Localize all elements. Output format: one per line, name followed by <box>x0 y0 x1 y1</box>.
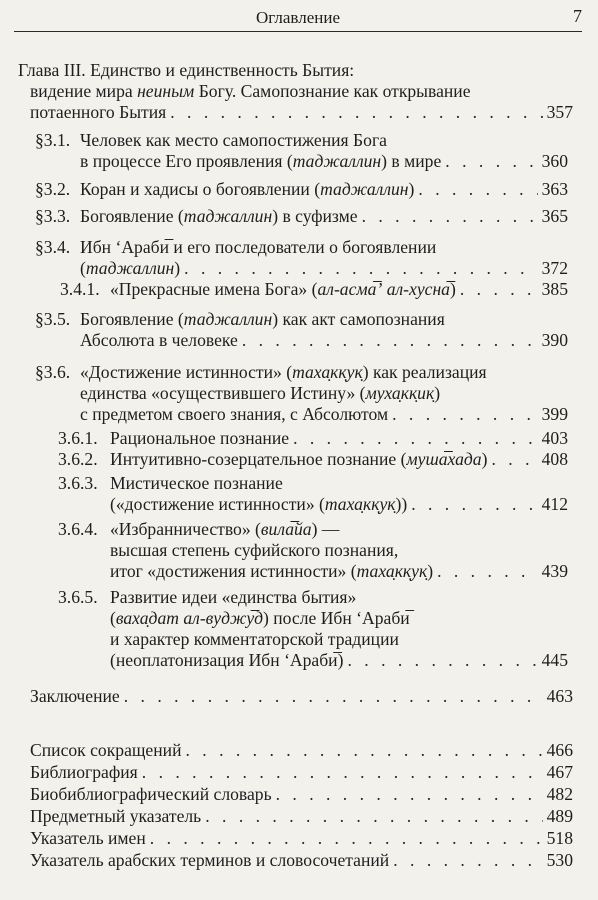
toc-entry: «Прекрасные имена Бога» (ал-асма̅ʼ ал-хусна̅) . . . 385 <box>110 276 568 302</box>
chapter-title-line1: Глава III. Единство и единственность Бытия: <box>18 60 355 80</box>
toc-entry: в процессе Его проявления (таджаллин) в мире . . . 360 <box>80 148 568 174</box>
toc-entry-text: высшая степень суфийского познания, <box>110 540 399 560</box>
page-header <box>14 2 582 32</box>
toc-entry-back-matter: Список сокращений . . . 466 <box>30 737 573 763</box>
section-number: §3.2. <box>35 179 71 199</box>
toc-entry-back-matter: Указатель имен . . . 518 <box>30 825 573 851</box>
toc-entry-text: и характер комментаторской традиции <box>110 629 399 649</box>
toc-entry: (таджаллин) . . . 372 <box>80 255 568 281</box>
section-number: §3.3. <box>35 206 71 226</box>
chapter-title-line2: видение мира неиным Богу. Самопознание как открывание <box>30 81 471 101</box>
section-number: §3.4. <box>35 237 71 257</box>
chapter-page: 357 <box>546 102 573 122</box>
toc-entry-text: Развитие идеи «единства бытия» <box>110 587 357 607</box>
toc-entry-back-matter: Указатель арабских терминов и словосочетаний . . . 530 <box>30 847 573 873</box>
subsection-number: 3.6.3. <box>58 473 98 493</box>
toc-entry-text: Богоявление (таджаллин) как акт самопознания <box>80 309 445 329</box>
toc-entry: Абсолюта в человеке . . . 390 <box>80 327 568 353</box>
chapter-title-line3: потаенного Бытия . . . 357 <box>30 99 573 125</box>
toc-entry: итог «достижения истинности» (таха̣кк̣ук̣) . . . 439 <box>110 558 568 584</box>
toc-entry-text: «Избранничество» (вила̅йа) — <box>110 519 340 539</box>
page-number: 7 <box>573 6 582 26</box>
subsection-number: 3.6.5. <box>58 587 98 607</box>
section-number: §3.1. <box>35 130 71 150</box>
section-number: §3.6. <box>35 362 71 382</box>
toc-entry-text: Мистическое познание <box>110 473 283 493</box>
toc-entry-text: единства «осуществившего Истину» (муха̣кк̣ик̣) <box>80 383 441 403</box>
toc-entry-back-matter: Предметный указатель . . . 489 <box>30 803 573 829</box>
running-title: Оглавление <box>256 8 340 27</box>
toc-entry-text: (ваха̣дат ал-вуджу̅д) после Ибн ʻАраби̅ <box>110 608 410 628</box>
toc-entry: (неоплатонизация Ибн ʻАраби̅) . . . 445 <box>110 647 568 673</box>
toc-entry-text: Человек как место самопостижения Бога <box>80 130 387 150</box>
toc-entry-text: Ибн ʻАраби̅ и его последователи о богоявлении <box>80 237 437 257</box>
toc-entry-back-matter: Библиография . . . 467 <box>30 759 573 785</box>
toc-entry-back-matter: Биобиблиографический словарь . . . 482 <box>30 781 573 807</box>
toc-entry: Коран и хадисы о богоявлении (таджаллин) . . . 363 <box>80 176 568 202</box>
section-number: §3.5. <box>35 309 71 329</box>
toc-entry: («достижение истинности» (таха̣кк̣ук̣)) . . . 412 <box>110 491 568 517</box>
toc-entry: с предметом своего знания, с Абсолютом . . . 399 <box>80 401 568 427</box>
subsection-number: 3.4.1. <box>60 279 100 299</box>
toc-entry: Рациональное познание . . . 403 <box>110 425 568 451</box>
header-rule <box>14 31 582 32</box>
toc-entry-conclusion: Заключение . . . 463 <box>30 683 573 709</box>
toc-entry-text: «Достижение истинности» (таха̣кк̣ук̣) как реализация <box>80 362 487 382</box>
toc-entry: Богоявление (таджаллин) в суфизме . . . 365 <box>80 203 568 229</box>
subsection-number: 3.6.4. <box>58 519 98 539</box>
subsection-number: 3.6.2. <box>58 449 98 469</box>
subsection-number: 3.6.1. <box>58 428 98 448</box>
toc-entry: Интуитивно-созерцательное познание (муша̅хада) . . . 408 <box>110 446 568 472</box>
